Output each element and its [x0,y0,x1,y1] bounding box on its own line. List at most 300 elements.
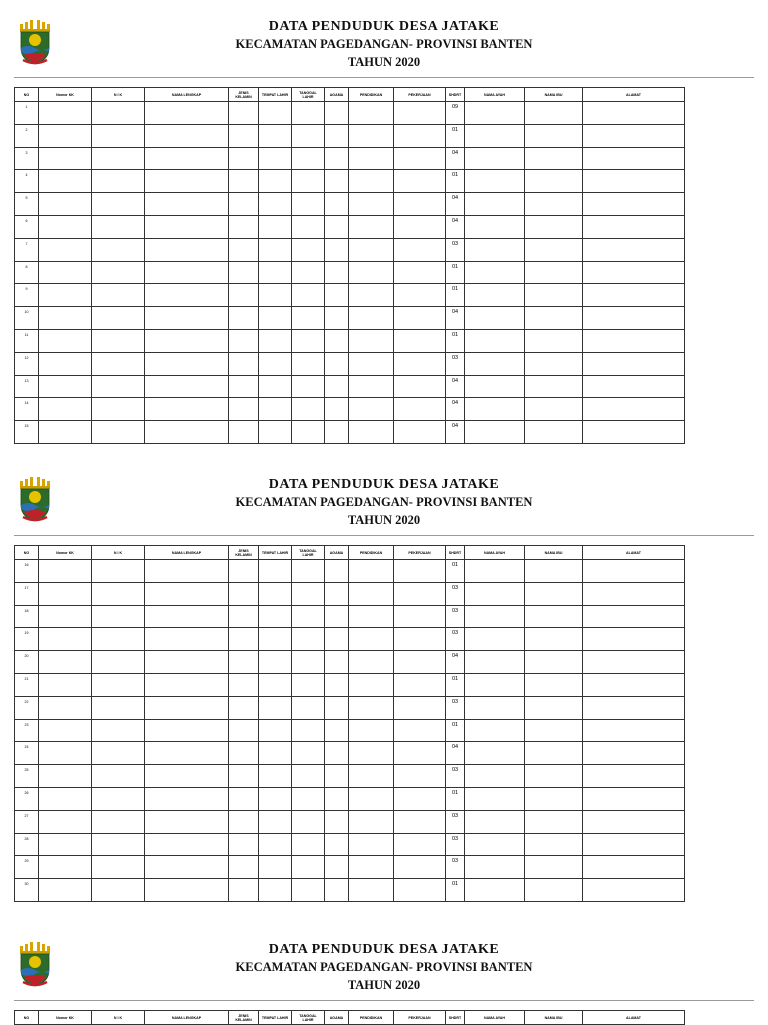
cell-row-number: 13 [15,375,39,398]
cell-nik [92,170,145,193]
column-header-education: PENDIDIKAN [349,1011,394,1025]
document-subtitle: KECAMATAN PAGEDANGAN- PROVINSI BANTEN [235,495,533,509]
cell-father-name [465,651,525,674]
cell-row-number: 19 [15,628,39,651]
cell-full-name [145,742,229,765]
column-header-religion: AGAMA [325,546,349,560]
cell-full-name [145,810,229,833]
column-header-address: ALAMAT [583,88,685,102]
cell-occupation [394,329,446,352]
cell-religion [325,719,349,742]
column-header-full-name: NAMA LENGKAP [145,1011,229,1025]
cell-father-name [465,375,525,398]
cell-religion [325,102,349,125]
cell-full-name [145,261,229,284]
cell-address [583,765,685,788]
cell-education [349,238,394,261]
cell-father-name [465,215,525,238]
cell-religion [325,329,349,352]
cell-gender [229,856,259,879]
cell-birthdate [292,833,325,856]
cell-shdrt: 03 [446,238,465,261]
cell-mother-name [525,582,583,605]
cell-occupation [394,102,446,125]
cell-full-name [145,765,229,788]
cell-father-name [465,193,525,216]
cell-education [349,421,394,444]
column-header-religion: AGAMA [325,1011,349,1025]
cell-gender [229,102,259,125]
cell-mother-name [525,102,583,125]
cell-birthdate [292,742,325,765]
column-header-shdrt: SHDRT [446,546,465,560]
cell-religion [325,307,349,330]
cell-family-card-number [39,560,92,583]
cell-nik [92,398,145,421]
cell-row-number: 7 [15,238,39,261]
cell-row-number: 27 [15,810,39,833]
cell-full-name [145,787,229,810]
table-row [15,560,685,583]
cell-shdrt: 04 [446,307,465,330]
cell-family-card-number [39,193,92,216]
cell-family-card-number [39,398,92,421]
cell-occupation [394,787,446,810]
cell-mother-name [525,147,583,170]
cell-family-card-number [39,375,92,398]
cell-nik [92,787,145,810]
cell-occupation [394,375,446,398]
cell-religion [325,765,349,788]
table-row [15,375,685,398]
cell-family-card-number [39,605,92,628]
cell-occupation [394,261,446,284]
cell-religion [325,810,349,833]
cell-mother-name [525,307,583,330]
cell-gender [229,147,259,170]
cell-mother-name [525,398,583,421]
cell-father-name [465,398,525,421]
cell-full-name [145,582,229,605]
cell-occupation [394,124,446,147]
table-row [15,284,685,307]
cell-birthdate [292,124,325,147]
cell-religion [325,170,349,193]
column-header-education: PENDIDIKAN [349,88,394,102]
cell-nik [92,284,145,307]
column-header-father-name: NAMA AYAH [465,546,525,560]
cell-occupation [394,582,446,605]
cell-gender [229,307,259,330]
cell-occupation [394,856,446,879]
cell-family-card-number [39,765,92,788]
column-header-occupation: PEKERJAAN [394,546,446,560]
column-header-birthdate: TANGGAL LAHIR [292,546,325,560]
cell-education [349,307,394,330]
column-header-shdrt: SHDRT [446,1011,465,1025]
cell-occupation [394,742,446,765]
cell-full-name [145,879,229,902]
cell-address [583,582,685,605]
cell-nik [92,102,145,125]
cell-nik [92,352,145,375]
cell-family-card-number [39,170,92,193]
cell-father-name [465,102,525,125]
table-row [15,856,685,879]
cell-full-name [145,560,229,583]
cell-religion [325,124,349,147]
cell-father-name [465,673,525,696]
cell-nik [92,856,145,879]
cell-occupation [394,398,446,421]
column-header-row-number: NO [15,1011,39,1025]
cell-education [349,329,394,352]
cell-religion [325,215,349,238]
cell-address [583,261,685,284]
cell-birthdate [292,673,325,696]
cell-gender [229,582,259,605]
cell-father-name [465,696,525,719]
cell-row-number: 6 [15,215,39,238]
cell-family-card-number [39,261,92,284]
header-rule [14,535,754,536]
column-header-religion: AGAMA [325,88,349,102]
table-row [15,810,685,833]
cell-gender [229,329,259,352]
table-row [15,329,685,352]
cell-birthplace [259,673,292,696]
cell-shdrt: 03 [446,810,465,833]
cell-religion [325,833,349,856]
cell-occupation [394,560,446,583]
cell-family-card-number [39,833,92,856]
cell-full-name [145,193,229,216]
cell-mother-name [525,742,583,765]
cell-education [349,170,394,193]
cell-full-name [145,307,229,330]
cell-gender [229,673,259,696]
cell-full-name [145,147,229,170]
cell-birthdate [292,170,325,193]
table-row [15,261,685,284]
cell-father-name [465,238,525,261]
cell-birthdate [292,215,325,238]
document-subtitle: KECAMATAN PAGEDANGAN- PROVINSI BANTEN [235,960,533,974]
cell-education [349,833,394,856]
cell-father-name [465,719,525,742]
column-header-family-card-number: Nomor KK [39,88,92,102]
cell-family-card-number [39,742,92,765]
cell-birthdate [292,421,325,444]
cell-occupation [394,833,446,856]
cell-row-number: 28 [15,833,39,856]
cell-gender [229,879,259,902]
cell-nik [92,375,145,398]
cell-birthdate [292,193,325,216]
cell-address [583,560,685,583]
cell-shdrt: 01 [446,673,465,696]
table-row [15,238,685,261]
cell-religion [325,261,349,284]
column-header-family-card-number: Nomor KK [39,1011,92,1025]
cell-birthplace [259,560,292,583]
cell-address [583,628,685,651]
cell-family-card-number [39,628,92,651]
population-table-3 [14,1010,685,1025]
cell-gender [229,696,259,719]
cell-family-card-number [39,352,92,375]
cell-birthplace [259,605,292,628]
table-row [15,742,685,765]
column-header-family-card-number: Nomor KK [39,546,92,560]
cell-birthdate [292,765,325,788]
cell-occupation [394,765,446,788]
cell-birthdate [292,560,325,583]
cell-full-name [145,215,229,238]
table-header-row [15,546,685,560]
cell-mother-name [525,810,583,833]
cell-gender [229,719,259,742]
cell-gender [229,742,259,765]
cell-address [583,787,685,810]
cell-birthplace [259,170,292,193]
cell-full-name [145,605,229,628]
cell-row-number: 18 [15,605,39,628]
cell-row-number: 26 [15,787,39,810]
table-row [15,193,685,216]
cell-full-name [145,856,229,879]
cell-address [583,352,685,375]
cell-gender [229,605,259,628]
cell-religion [325,284,349,307]
cell-education [349,560,394,583]
cell-full-name [145,628,229,651]
cell-education [349,879,394,902]
cell-nik [92,765,145,788]
cell-mother-name [525,651,583,674]
cell-occupation [394,605,446,628]
cell-gender [229,628,259,651]
table-row [15,398,685,421]
cell-birthdate [292,147,325,170]
cell-shdrt: 03 [446,833,465,856]
cell-birthplace [259,765,292,788]
cell-address [583,742,685,765]
cell-nik [92,329,145,352]
cell-birthdate [292,329,325,352]
table-row [15,170,685,193]
cell-family-card-number [39,307,92,330]
cell-father-name [465,628,525,651]
cell-address [583,810,685,833]
cell-full-name [145,719,229,742]
column-header-nik: N I K [92,1011,145,1025]
cell-father-name [465,605,525,628]
cell-row-number: 15 [15,421,39,444]
cell-occupation [394,421,446,444]
cell-shdrt: 03 [446,765,465,788]
cell-gender [229,261,259,284]
cell-education [349,742,394,765]
cell-birthdate [292,284,325,307]
cell-education [349,124,394,147]
cell-birthplace [259,856,292,879]
cell-row-number: 30 [15,879,39,902]
cell-full-name [145,170,229,193]
cell-nik [92,582,145,605]
cell-birthplace [259,261,292,284]
cell-shdrt: 04 [446,742,465,765]
cell-birthdate [292,102,325,125]
cell-full-name [145,651,229,674]
cell-father-name [465,582,525,605]
cell-gender [229,765,259,788]
cell-father-name [465,787,525,810]
cell-religion [325,582,349,605]
table-row [15,215,685,238]
cell-family-card-number [39,215,92,238]
cell-row-number: 24 [15,742,39,765]
cell-religion [325,651,349,674]
cell-shdrt: 04 [446,398,465,421]
column-header-row-number: NO [15,546,39,560]
table-header-row [15,1011,685,1025]
cell-address [583,719,685,742]
cell-father-name [465,765,525,788]
cell-mother-name [525,696,583,719]
column-header-education: PENDIDIKAN [349,546,394,560]
cell-mother-name [525,329,583,352]
cell-education [349,215,394,238]
cell-row-number: 14 [15,398,39,421]
cell-family-card-number [39,787,92,810]
column-header-full-name: NAMA LENGKAP [145,88,229,102]
document-year: TAHUN 2020 [347,513,421,527]
cell-gender [229,787,259,810]
cell-gender [229,193,259,216]
cell-birthplace [259,810,292,833]
cell-nik [92,833,145,856]
cell-birthplace [259,398,292,421]
cell-birthplace [259,651,292,674]
cell-full-name [145,102,229,125]
column-header-nik: N I K [92,88,145,102]
cell-nik [92,238,145,261]
cell-shdrt: 03 [446,605,465,628]
column-header-father-name: NAMA AYAH [465,1011,525,1025]
column-header-father-name: NAMA AYAH [465,88,525,102]
cell-mother-name [525,421,583,444]
cell-birthplace [259,879,292,902]
cell-birthplace [259,238,292,261]
cell-address [583,605,685,628]
cell-address [583,124,685,147]
cell-birthdate [292,628,325,651]
column-header-gender: JENIS KELAMIN [229,1011,259,1025]
cell-birthplace [259,833,292,856]
cell-mother-name [525,628,583,651]
cell-full-name [145,124,229,147]
cell-gender [229,560,259,583]
cell-religion [325,238,349,261]
cell-religion [325,742,349,765]
cell-occupation [394,651,446,674]
cell-religion [325,398,349,421]
cell-shdrt: 01 [446,124,465,147]
cell-gender [229,651,259,674]
cell-birthplace [259,742,292,765]
cell-birthplace [259,329,292,352]
cell-row-number: 10 [15,307,39,330]
cell-row-number: 21 [15,673,39,696]
cell-education [349,673,394,696]
cell-birthdate [292,582,325,605]
cell-birthplace [259,719,292,742]
cell-address [583,284,685,307]
cell-occupation [394,284,446,307]
cell-mother-name [525,261,583,284]
document-title: DATA PENDUDUK DESA JATAKE [268,19,500,34]
cell-row-number: 23 [15,719,39,742]
column-header-gender: JENIS KELAMIN [229,88,259,102]
cell-family-card-number [39,124,92,147]
cell-shdrt: 01 [446,787,465,810]
cell-occupation [394,238,446,261]
cell-row-number: 25 [15,765,39,788]
cell-address [583,147,685,170]
column-header-row-number: NO [15,88,39,102]
column-header-full-name: NAMA LENGKAP [145,546,229,560]
cell-shdrt: 01 [446,719,465,742]
cell-mother-name [525,352,583,375]
cell-father-name [465,124,525,147]
cell-father-name [465,307,525,330]
cell-religion [325,193,349,216]
cell-birthdate [292,261,325,284]
cell-father-name [465,352,525,375]
cell-father-name [465,879,525,902]
population-table-2 [14,545,685,902]
cell-birthdate [292,696,325,719]
column-header-occupation: PEKERJAAN [394,88,446,102]
cell-nik [92,261,145,284]
cell-row-number: 8 [15,261,39,284]
cell-address [583,329,685,352]
cell-shdrt: 04 [446,375,465,398]
header-rule [14,1000,754,1001]
cell-mother-name [525,193,583,216]
cell-education [349,628,394,651]
cell-family-card-number [39,238,92,261]
cell-religion [325,787,349,810]
cell-occupation [394,307,446,330]
cell-education [349,810,394,833]
cell-address [583,651,685,674]
cell-shdrt: 04 [446,193,465,216]
cell-education [349,193,394,216]
cell-education [349,605,394,628]
cell-address [583,307,685,330]
cell-nik [92,421,145,444]
cell-full-name [145,398,229,421]
cell-gender [229,215,259,238]
cell-religion [325,375,349,398]
cell-birthplace [259,375,292,398]
cell-nik [92,124,145,147]
cell-shdrt: 01 [446,261,465,284]
cell-row-number: 16 [15,560,39,583]
column-header-nik: N I K [92,546,145,560]
